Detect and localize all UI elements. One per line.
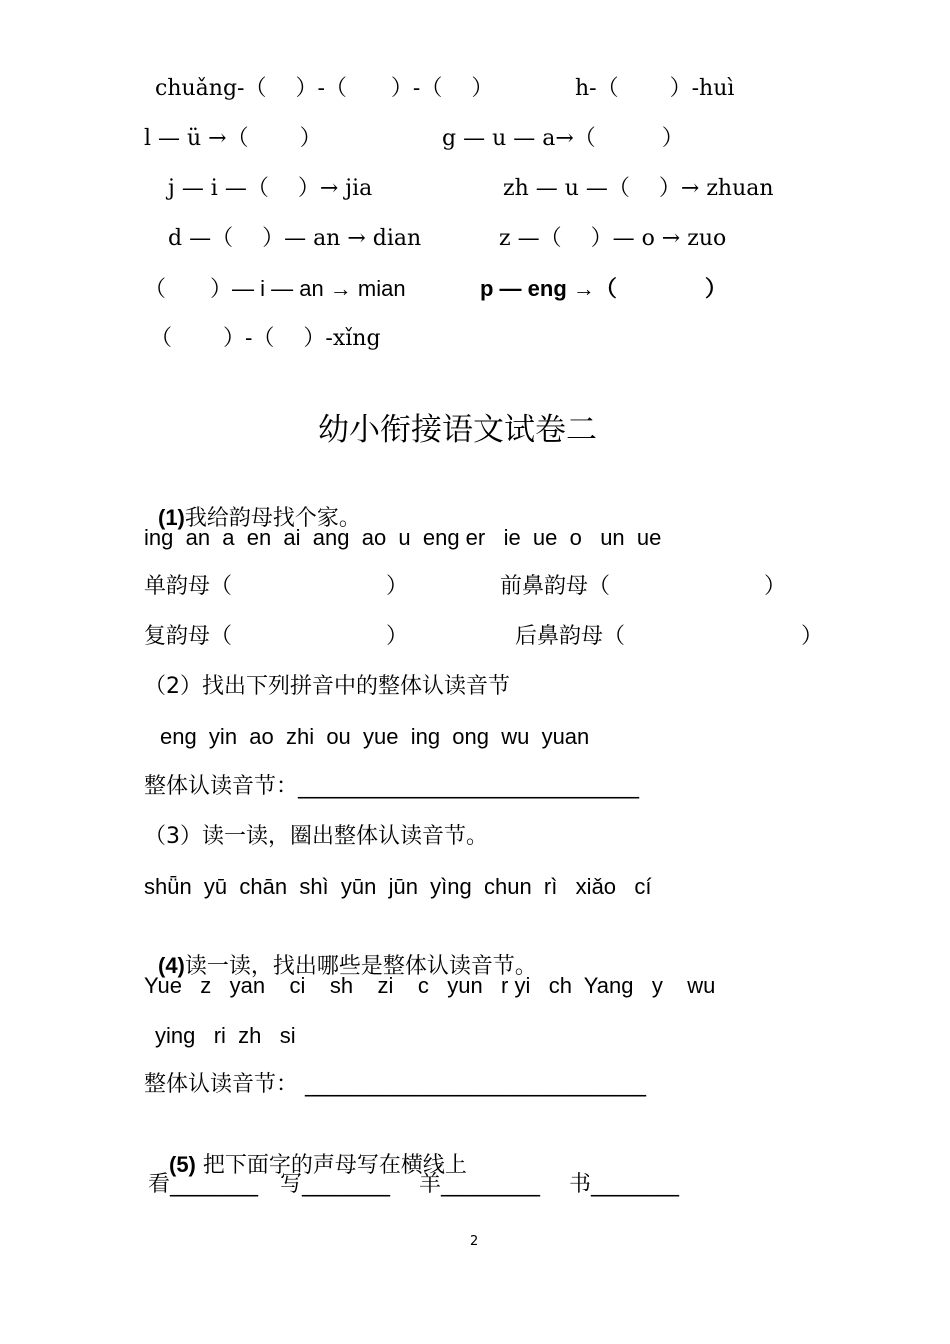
question-1-pinyin: ing an a en ai ang ao u eng er ie ue o un ue bbox=[144, 525, 662, 550]
pinyin-row-1-left: chuǎng-（ ）-（ ）-（ ） bbox=[155, 76, 494, 101]
pinyin-row-2-right: g — u — a→（ ） bbox=[442, 126, 684, 151]
question-3-heading: （3）读一读，圈出整体认读音节。 bbox=[144, 824, 488, 849]
pinyin-row-1-right: h-（ ）-huì bbox=[575, 76, 735, 101]
question-1-compound-finals: 复韵母（ ） bbox=[144, 624, 409, 649]
pinyin-row-3-left: j — i —（ ）→ jia bbox=[168, 176, 373, 201]
question-1-number: (1) bbox=[158, 505, 185, 530]
pinyin-row-2-left: l — ü →（ ） bbox=[144, 126, 322, 151]
page-number: 2 bbox=[470, 1234, 479, 1249]
question-4-text: 读一读，找出哪些是整体认读音节。 bbox=[184, 954, 537, 979]
question-1-text: 我给韵母找个家。 bbox=[184, 506, 361, 531]
pinyin-row-5-left: （ ）— i — an → mian bbox=[144, 276, 406, 301]
pinyin-row-6: （ ）-（ ）-xǐng bbox=[150, 326, 381, 351]
question-4-pinyin-line-1: Yue z yan ci sh zi c yun r yi ch Yang y wu bbox=[144, 973, 716, 998]
question-5-number: (5) bbox=[169, 1152, 196, 1177]
question-1-simple-finals: 单韵母（ ） bbox=[144, 574, 409, 599]
pinyin-row-3-right: zh — u —（ ）→ zhuan bbox=[503, 176, 774, 201]
question-2-pinyin: eng yin ao zhi ou yue ing ong wu yuan bbox=[160, 724, 590, 749]
question-4-pinyin-line-2: ying ri zh si bbox=[155, 1023, 296, 1048]
question-2-answer-line[interactable]: 整体认读音节：_______________________________ bbox=[144, 774, 640, 799]
pinyin-row-5-right: p — eng →（ ） bbox=[480, 276, 727, 301]
question-1-front-nasal-finals: 前鼻韵母（ ） bbox=[500, 574, 787, 599]
question-5-text: 把下面字的声母写在横线上 bbox=[202, 1153, 467, 1178]
question-2-heading: （2）找出下列拼音中的整体认读音节 bbox=[144, 674, 510, 699]
question-4-answer-line[interactable]: 整体认读音节： _______________________________ bbox=[144, 1072, 646, 1097]
question-5-answer-blanks[interactable]: 看________ 写________ 羊_________ 书________ bbox=[148, 1172, 679, 1197]
pinyin-row-4-left: d —（ ）— an → dian bbox=[168, 226, 422, 251]
question-4-number: (4) bbox=[158, 953, 185, 978]
question-1-back-nasal-finals: 后鼻韵母（ ） bbox=[515, 624, 824, 649]
page-title: 幼小衔接语文试卷二 bbox=[318, 412, 597, 448]
question-3-pinyin: shǖn yū chān shì yūn jūn yìng chun rì xiǎo cí bbox=[144, 874, 652, 899]
pinyin-row-4-right: z —（ ）— o → zuo bbox=[499, 226, 727, 251]
